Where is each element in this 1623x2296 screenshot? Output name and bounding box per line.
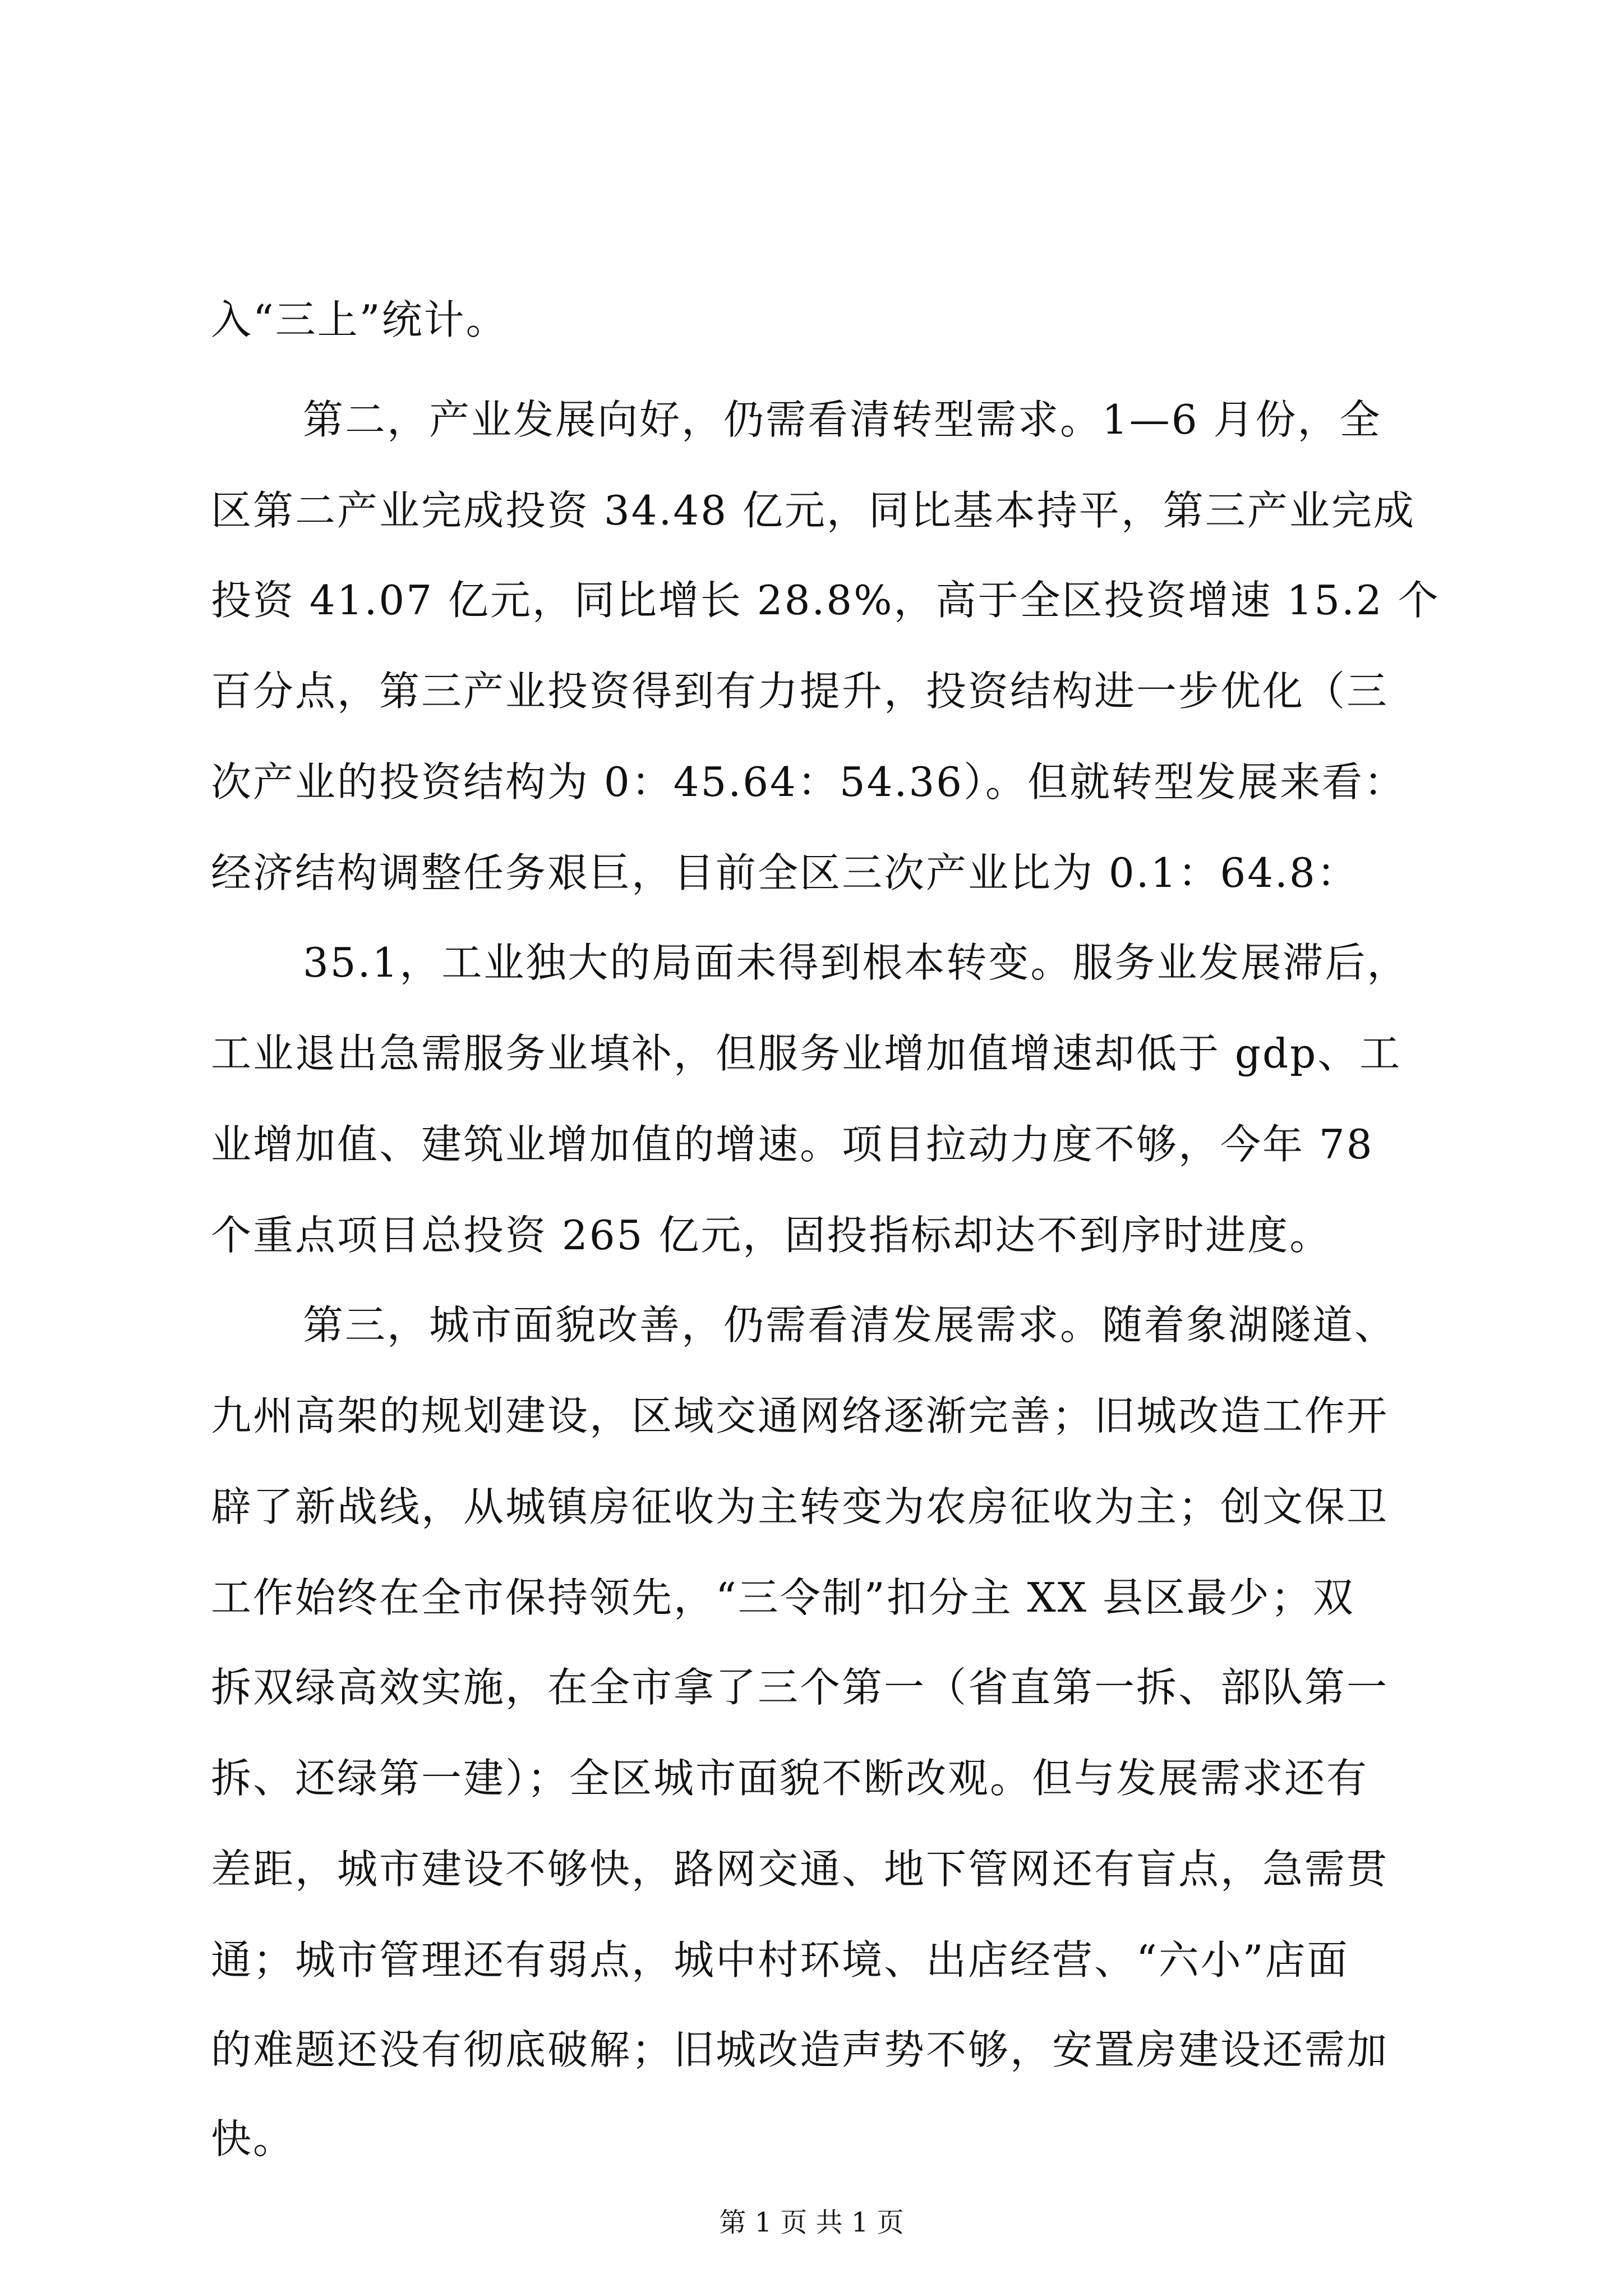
text-line: 次产业的投资结构为 0：45.64：54.36）。但就转型发展来看：	[211, 758, 1406, 806]
text-line: 工业退出急需服务业填补，但服务业增加值增速却低于 gdp、工	[211, 1030, 1402, 1077]
text-line: 快。	[211, 2115, 296, 2162]
text-line: 35.1，工业独大的局面未得到根本转变。服务业发展滞后，	[303, 939, 1409, 986]
text-line: 百分点，第三产业投资得到有力提升，投资结构进一步优化（三	[211, 668, 1389, 715]
text-line: 入“三上”统计。	[211, 296, 508, 343]
text-line: 工作始终在全市保持领先，“三令制”扣分主 XX 县区最少；双	[211, 1574, 1355, 1621]
text-line: 经济结构调整任务艰巨，目前全区三次产业比为 0.1：64.8：	[211, 849, 1359, 896]
page-footer: 第 1 页 共 1 页	[719, 2207, 904, 2238]
text-line: 第二，产业发展向好，仍需看清转型需求。1—6 月份，全	[303, 396, 1382, 443]
text-line: 的难题还没有彻底破解；旧城改造声势不够，安置房建设还需加	[211, 2026, 1389, 2073]
text-line: 个重点项目总投资 265 亿元，固投指标却达不到序时进度。	[211, 1212, 1332, 1259]
text-line: 区第二产业完成投资 34.48 亿元，同比基本持平，第三产业完成	[211, 487, 1415, 534]
text-line: 业增加值、建筑业增加值的增速。项目拉动力度不够，今年 78	[211, 1121, 1374, 1168]
text-line: 投资 41.07 亿元，同比增长 28.8%，高于全区投资增速 15.2 个	[211, 577, 1440, 624]
text-line: 第三，城市面貌改善，仍需看清发展需求。随着象湖隧道、	[303, 1301, 1397, 1349]
text-line: 拆双绿高效实施，在全市拿了三个第一（省直第一拆、部队第一	[211, 1664, 1389, 1711]
text-line: 九州高架的规划建设，区域交通网络逐渐完善；旧城改造工作开	[211, 1392, 1389, 1439]
text-line: 拆、还绿第一建）；全区城市面貌不断改观。但与发展需求还有	[211, 1755, 1369, 1802]
text-line: 辟了新战线，从城镇房征收为主转变为农房征收为主；创文保卫	[211, 1483, 1389, 1530]
text-line: 差距，城市建设不够快，路网交通、地下管网还有盲点，急需贯	[211, 1846, 1389, 1893]
text-line: 通；城市管理还有弱点，城中村环境、出店经营、“六小”店面	[211, 1936, 1349, 1984]
